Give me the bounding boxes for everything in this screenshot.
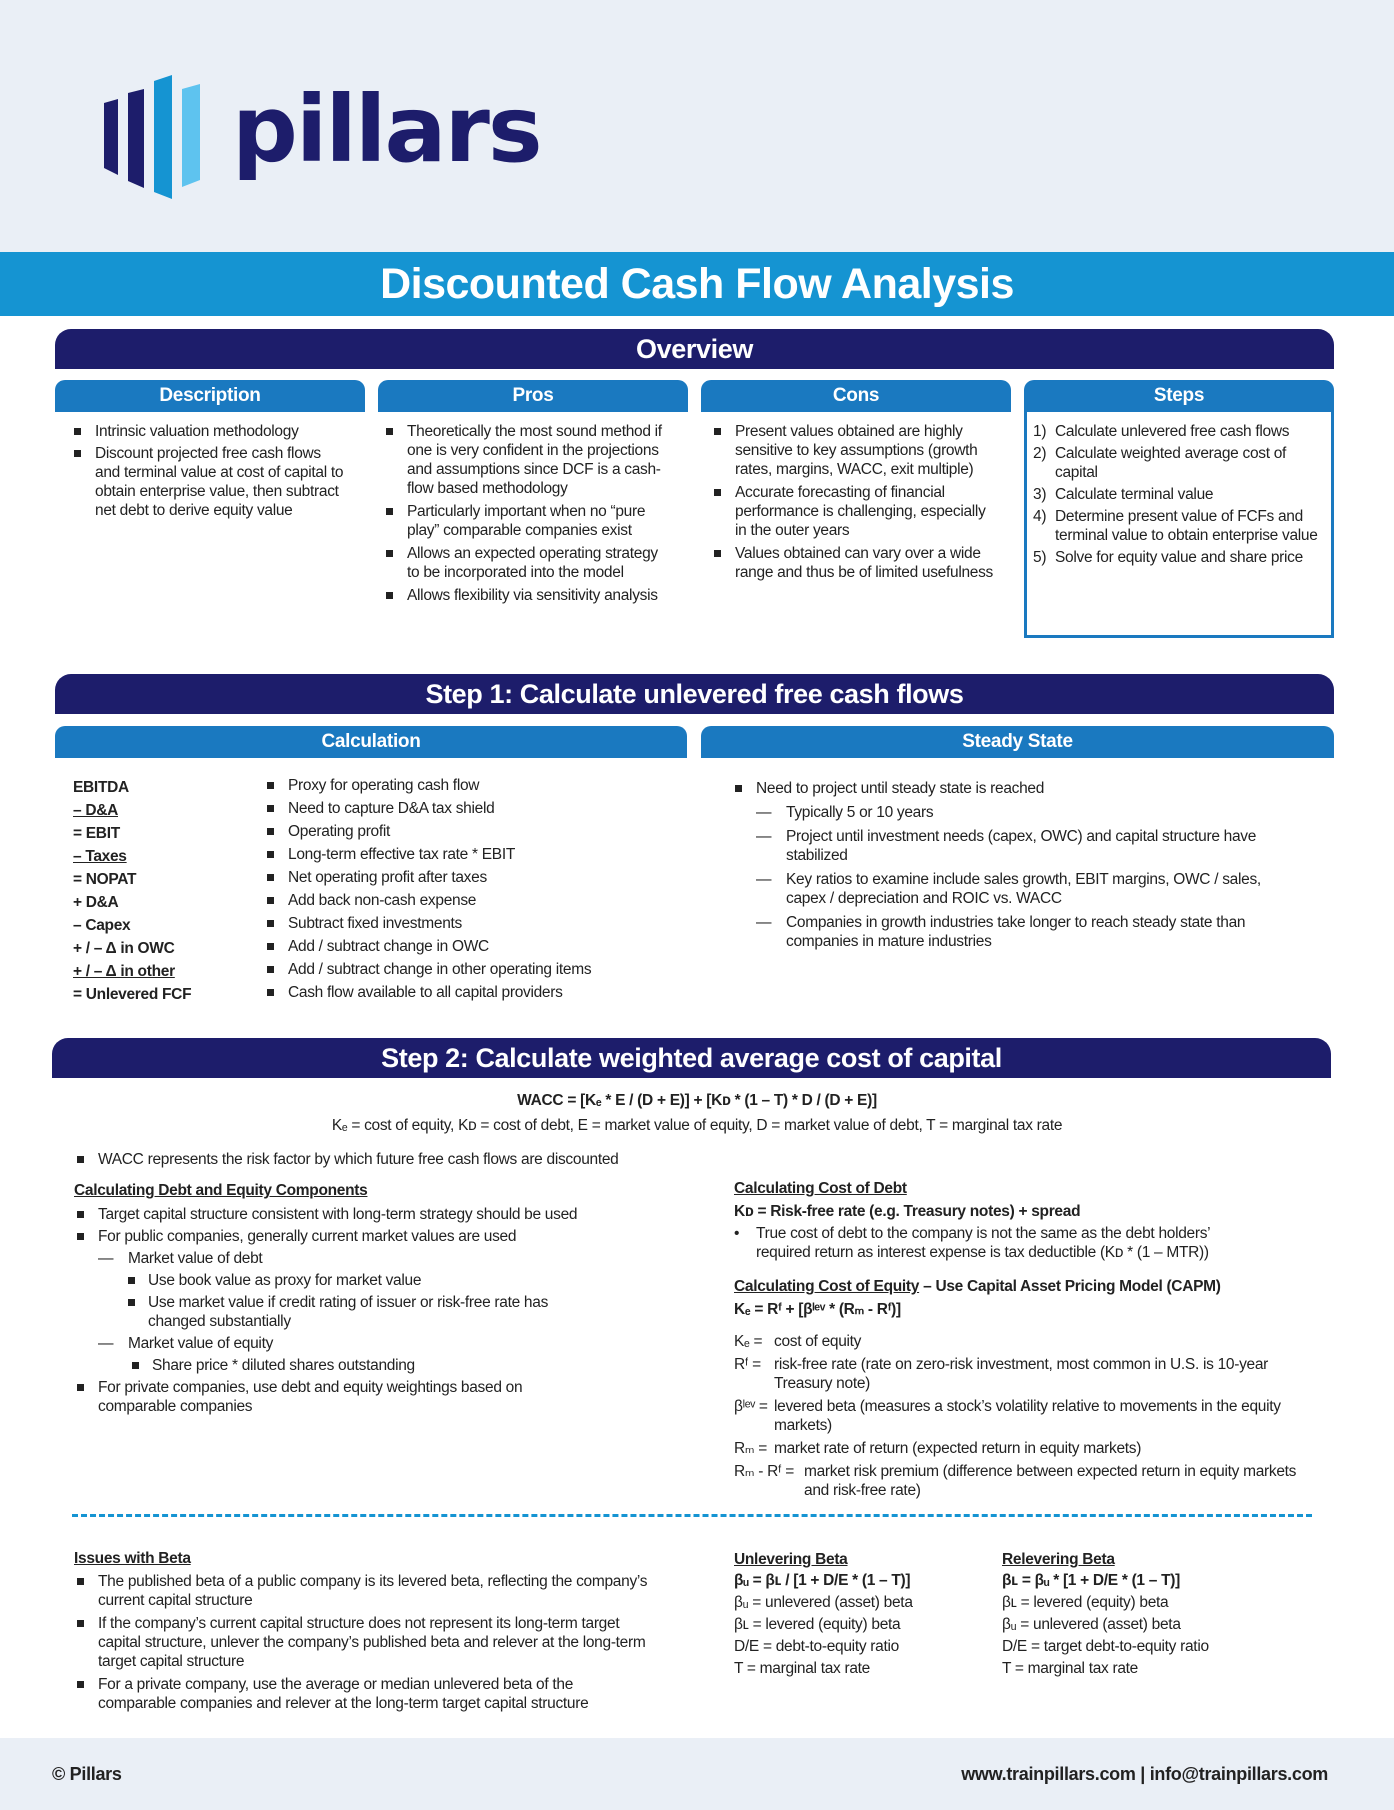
- cost-of-debt-heading: Calculating Cost of Debt: [734, 1180, 907, 1197]
- list-item: Long-term effective tax rate * EBIT: [262, 845, 662, 864]
- list-item: Values obtained can vary over a wide range and thus be of limited usefulness: [709, 544, 999, 582]
- list-item: Cash flow available to all capital providers: [262, 983, 662, 1002]
- unlevering-beta-section: [734, 1550, 994, 1680]
- sub-sub-item: Use market value if credit rating of issuer or risk-free rate has changed substantially: [122, 1293, 592, 1331]
- list-item: For public companies, generally current market values are used: [72, 1227, 674, 1246]
- list-item: For private companies, use debt and equity weightings based on comparable companies: [72, 1378, 552, 1416]
- fcf-line: + D&A: [73, 894, 119, 911]
- relevering-line: D/E = target debt-to-equity ratio: [1002, 1638, 1209, 1655]
- fcf-line: – Capex: [73, 917, 131, 934]
- step-item: 3) Calculate terminal value: [1033, 486, 1214, 503]
- list-item: Subtract fixed investments: [262, 914, 662, 933]
- logo: [104, 72, 541, 202]
- list-item: Present values obtained are highly sensitive to key assumptions (growth rates, margins, WACC, exit multiple): [709, 422, 999, 479]
- step-item: 2) Calculate weighted average cost of capital: [1033, 445, 1287, 481]
- calculation-heading: Calculation: [321, 731, 421, 752]
- description-list: [69, 422, 349, 523]
- sub-sub-item: Use book value as proxy for market value: [122, 1271, 592, 1290]
- wacc-formula: WACC = [Kₑ * E / (D + E)] + [Kᴅ * (1 – T) * D / (D + E)]: [517, 1092, 877, 1109]
- cost-of-equity-section: [734, 1278, 1314, 1504]
- sub-item: — Market value of equity: [98, 1334, 674, 1353]
- description-heading: Description: [159, 385, 261, 406]
- list-item: WACC represents the risk factor by which future free cash flows are discounted: [72, 1150, 772, 1169]
- relevering-line: T = marginal tax rate: [1002, 1660, 1138, 1677]
- list-item: Allows flexibility via sensitivity analysis: [381, 586, 666, 605]
- issues-beta-section: [74, 1550, 654, 1716]
- sub-item: — Typically 5 or 10 years: [756, 803, 1270, 822]
- cost-of-debt-note: • True cost of debt to the company is not the same as the debt holders’ required return as interest expense is tax deductible (Kᴅ * (1 – MTR)): [734, 1225, 1210, 1261]
- pillars-logo-icon: [104, 75, 210, 199]
- wacc-legend: Kₑ = cost of equity, Kᴅ = cost of debt, E = market value of equity, D = market value of debt, T = marginal tax rate: [331, 1117, 1063, 1134]
- step-item: 1) Calculate unlevered free cash flows: [1033, 423, 1290, 440]
- list-item: If the company’s current capital structure does not represent its long-term target capital structure, unlever the company’s published beta and relever at the long-term target capital structure: [72, 1614, 654, 1671]
- fcf-line: – Taxes: [73, 848, 127, 865]
- unlevering-formula: βᵤ = βʟ / [1 + D/E * (1 – T)]: [734, 1572, 911, 1589]
- step-item: 5) Solve for equity value and share price: [1033, 549, 1303, 566]
- fcf-notes: [262, 776, 662, 1006]
- relevering-beta-section: [1002, 1550, 1322, 1680]
- cons-bar: [701, 380, 1011, 412]
- list-item: Allows an expected operating strategy to be incorporated into the model: [381, 544, 666, 582]
- list-item: Particularly important when no “pure play” comparable companies exist: [381, 502, 666, 540]
- fcf-build-lines: [73, 776, 273, 1006]
- overview-heading: Overview: [636, 333, 753, 364]
- debt-equity-section: [74, 1182, 674, 1419]
- issues-beta-heading: Issues with Beta: [74, 1550, 191, 1567]
- step-item: 4) Determine present value of FCFs and terminal value to obtain enterprise value: [1033, 508, 1318, 544]
- step2-heading: Step 2: Calculate weighted average cost of capital: [381, 1042, 1002, 1073]
- title-band: [0, 252, 1394, 316]
- unlevering-line: T = marginal tax rate: [734, 1660, 870, 1677]
- unlevering-heading: Unlevering Beta: [734, 1551, 848, 1568]
- cost-of-debt-section: [734, 1180, 1294, 1262]
- wacc-note: [72, 1150, 772, 1172]
- fcf-line: = NOPAT: [73, 871, 137, 888]
- unlevering-line: βʟ = levered (equity) beta: [734, 1616, 901, 1633]
- relevering-heading: Relevering Beta: [1002, 1551, 1115, 1568]
- cons-list: [709, 422, 999, 585]
- calculation-bar: [55, 726, 687, 758]
- pros-heading: Pros: [512, 385, 554, 406]
- contact-info[interactable]: www.trainpillars.com | info@trainpillars.com: [961, 1764, 1328, 1784]
- dashed-separator: [72, 1514, 1312, 1517]
- steady-state-heading: Steady State: [962, 731, 1073, 752]
- list-item: Need to capture D&A tax shield: [262, 799, 662, 818]
- fcf-line: + / – Δ in OWC: [73, 940, 175, 957]
- relevering-formula: βʟ = βᵤ * [1 + D/E * (1 – T)]: [1002, 1572, 1180, 1589]
- capm-definitions: Kₑ = cost of equity Rᶠ = risk-free rate (rate on zero-risk investment, most common in U.S. is 10-year Treasury note) βˡᵉᵛ = levered beta (measures a stock’s volatility relative to movements in the equity markets) Rₘ = market rate of return (expected return in equity markets) Rₘ - Rᶠ = market risk premium (difference between expected return in equity markets and risk-free rate): [734, 1333, 1297, 1499]
- steady-state-bar: [701, 726, 1334, 758]
- list-item: Need to project until steady state is reached: [730, 779, 1270, 798]
- steps-heading: Steps: [1153, 385, 1205, 406]
- fcf-line: – D&A: [73, 802, 119, 819]
- list-item: Discount projected free cash flows and terminal value at cost of capital to obtain enterprise value, then subtract net debt to derive equity value: [69, 444, 349, 520]
- list-item: Add / subtract change in OWC: [262, 937, 662, 956]
- list-item: Operating profit: [262, 822, 662, 841]
- sub-item: — Market value of debt: [98, 1249, 674, 1268]
- sub-item: — Companies in growth industries take longer to reach steady state than companies in mature industries: [756, 913, 1270, 951]
- sub-sub-item: Share price * diluted shares outstanding: [126, 1356, 674, 1375]
- fcf-line: + / – Δ in other: [73, 963, 175, 980]
- steps-list: [1025, 422, 1321, 570]
- pros-list: [381, 422, 666, 608]
- list-item: Add back non-cash expense: [262, 891, 662, 910]
- list-item: Add / subtract change in other operating items: [262, 960, 662, 979]
- list-item: Intrinsic valuation methodology: [69, 422, 349, 441]
- list-item: For a private company, use the average or median unlevered beta of the comparable companies and relever at the long-term target capital structure: [72, 1675, 654, 1713]
- pros-bar: [378, 380, 688, 412]
- cost-of-equity-heading: Calculating Cost of Equity: [734, 1278, 920, 1295]
- list-item: Theoretically the most sound method if one is very confident in the projections and assumptions since DCF is a cash-flow based methodology: [381, 422, 666, 498]
- unlevering-line: D/E = debt-to-equity ratio: [734, 1638, 899, 1655]
- step1-bar: [55, 674, 1334, 714]
- steady-state-list: [730, 779, 1270, 956]
- relevering-line: βᵤ = unlevered (asset) beta: [1002, 1616, 1181, 1633]
- page-title: Discounted Cash Flow Analysis: [380, 259, 1014, 308]
- overview-bar: [55, 329, 1334, 369]
- description-bar: [55, 380, 365, 412]
- debt-equity-heading: Calculating Debt and Equity Components: [74, 1182, 368, 1199]
- fcf-line: = EBIT: [73, 825, 120, 842]
- list-item: Target capital structure consistent with long-term strategy should be used: [72, 1205, 674, 1224]
- fcf-line: EBITDA: [73, 779, 129, 796]
- list-item: The published beta of a public company is its levered beta, reflecting the company’s current capital structure: [72, 1572, 654, 1610]
- cost-of-equity-heading-suffix: – Use Capital Asset Pricing Model (CAPM): [923, 1278, 1221, 1295]
- sub-item: — Project until investment needs (capex, OWC) and capital structure have stabilized: [756, 827, 1270, 865]
- footer: [0, 1738, 1394, 1810]
- relevering-line: βʟ = levered (equity) beta: [1002, 1594, 1169, 1611]
- list-item: Accurate forecasting of financial performance is challenging, especially in the outer years: [709, 483, 999, 540]
- unlevering-line: βᵤ = unlevered (asset) beta: [734, 1594, 913, 1611]
- capm-formula: Kₑ = Rᶠ + [βˡᵉᵛ * (Rₘ - Rᶠ)]: [734, 1301, 901, 1318]
- step1-heading: Step 1: Calculate unlevered free cash flows: [425, 678, 964, 709]
- cons-heading: Cons: [832, 385, 880, 406]
- fcf-line: = Unlevered FCF: [73, 986, 192, 1003]
- list-item: Proxy for operating cash flow: [262, 776, 662, 795]
- step2-bar: [52, 1038, 1331, 1078]
- cost-of-debt-formula: Kᴅ = Risk-free rate (e.g. Treasury notes) + spread: [734, 1203, 1081, 1220]
- logo-text: pillars: [232, 76, 541, 183]
- copyright: © Pillars: [52, 1764, 122, 1784]
- list-item: Net operating profit after taxes: [262, 868, 662, 887]
- sub-item: — Key ratios to examine include sales growth, EBIT margins, OWC / sales, capex / depreciation and ROIC vs. WACC: [756, 870, 1270, 908]
